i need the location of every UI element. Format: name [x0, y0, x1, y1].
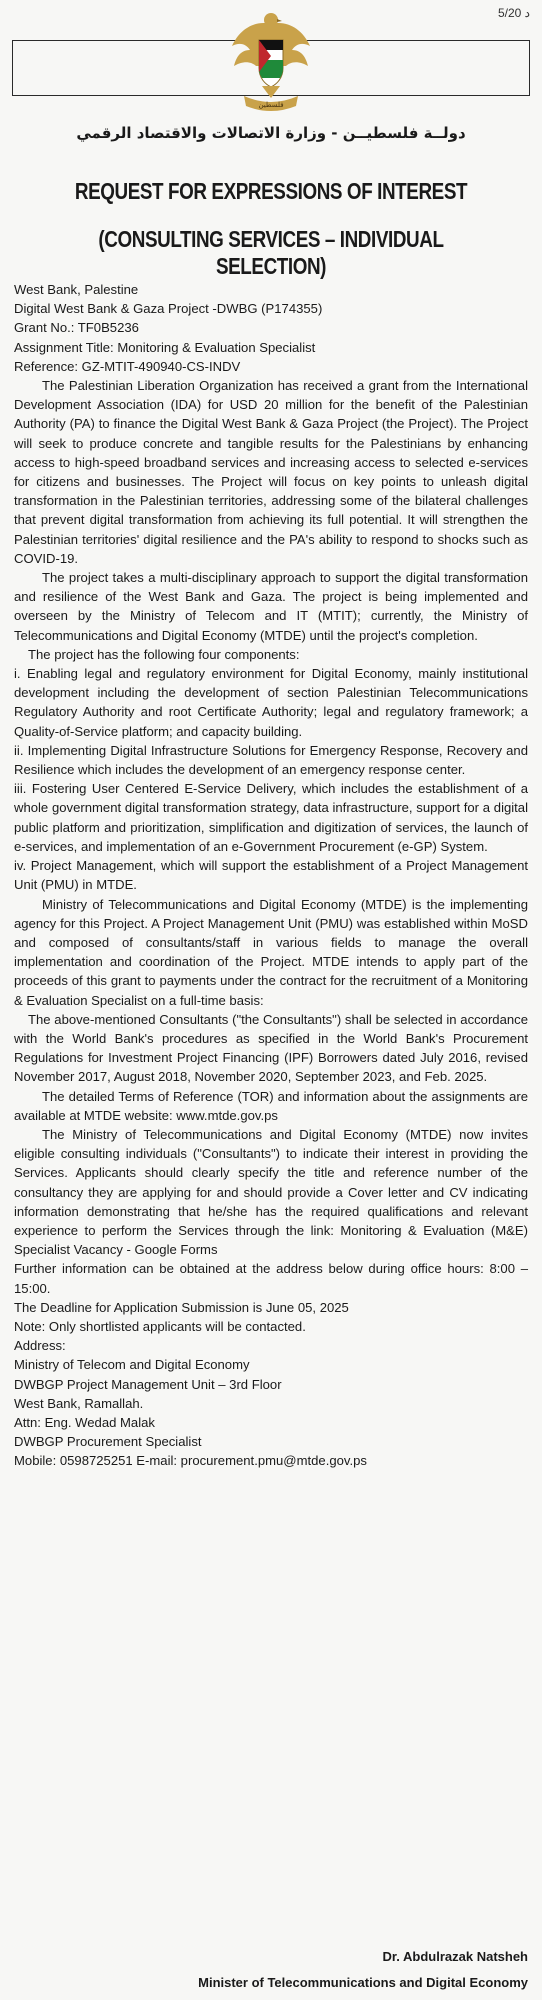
notice-title: REQUEST FOR EXPRESSIONS OF INTEREST: [74, 178, 468, 204]
intro-paragraph: The Palestinian Liberation Organization has received a grant from the International Development Association (IDA) for USD 20 million for the benefit of the Palestinian Authority (PA) to finance the Digital West Bank & Gaza Project (the Project). The Project will seek to produce concrete and tangible results for the Palestinians by enhancing access to high-speed broadband services and increasing access to selected e-services for citizens and businesses. The Project will focus on key points to unleash digital transformation in the Palestinian territories, addressing some of the bilateral challenges that prevent digital transformation from achieving its full potential. It will strengthen the Palestinian territories' digital resilience and the PA's ability to respond to shocks such as COVID-19.: [14, 378, 528, 566]
address-line-1: Ministry of Telecom and Digital Economy: [14, 1357, 250, 1373]
notice-body: [14, 280, 528, 1471]
address-line-2: DWBGP Project Management Unit – 3rd Floor: [14, 1376, 282, 1392]
address-label: Address:: [14, 1338, 66, 1354]
note-line: Note: Only shortlisted applicants will be contacted.: [14, 1318, 306, 1334]
project-line: Digital West Bank & Gaza Project -DWBG (P174355): [14, 301, 323, 317]
tor-paragraph: The detailed Terms of Reference (TOR) and information about the assignments are available at MTDE website: www.mtde.gov.ps: [14, 1088, 528, 1123]
signatory-name: Dr. Abdulrazak Natsheh: [382, 1949, 528, 1964]
component-2: ii. Implementing Digital Infrastructure Solutions for Emergency Response, Recovery and Resilience which includes the development of an emergency response center.: [14, 742, 528, 778]
office-hours-paragraph: Further information can be obtained at the address below during office hours: 8:00 – 15:00.: [14, 1261, 528, 1296]
page-reference: 5/20 د: [497, 6, 530, 20]
address-line-3: West Bank, Ramallah.: [14, 1395, 144, 1411]
deadline-line: The Deadline for Application Submission is June 05, 2025: [14, 1299, 349, 1315]
assignment-line: Assignment Title: Monitoring & Evaluation Specialist: [14, 339, 316, 355]
implementing-agency-paragraph: Ministry of Telecommunications and Digital Economy (MTDE) is the implementing agency for this Project. A Project Management Unit (PMU) was established within MoSD and composed of consultants/staff in various fields to manage the overall implementation and coordination of the Project. MTDE intends to apply part of the proceeds of this grant to payments under the contract for the recruitment of a Monitoring & Evaluation Specialist on a full-time basis:: [14, 896, 528, 1008]
component-4: iv. Project Management, which will support the establishment of a Project Management Unit (PMU) in MTDE.: [14, 858, 528, 893]
approach-paragraph: The project takes a multi-disciplinary approach to support the digital transformation and resilience of the West Bank and Gaza. The project is being implemented and overseen by the Ministry of Telecom and IT (MTIT); currently, the Ministry of Telecommunications and Digital Economy (MTDE) until the project's completion.: [14, 570, 528, 643]
address-line-5: DWBGP Procurement Specialist: [14, 1434, 202, 1450]
ministry-name-arabic: دولــة فلسطيــن - وزارة الاتصالات والاقتصاد الرقمي: [76, 124, 466, 142]
grant-line: Grant No.: TF0B5236: [14, 320, 139, 336]
emblem-banner-text: فلسطين: [258, 101, 284, 109]
invitation-paragraph: The Ministry of Telecommunications and Digital Economy (MTDE) now invites eligible consulting individuals ("Consultants") to indicate their interest in providing the Services. Applicants should clearly specify the title and reference number of the consultancy they are applying for and should provide a Cover letter and CV indicating information demonstrating that he/she has the required qualifications and relevant experience to perform the Services through the link: Monitoring & Evaluation (M&E) Specialist Vacancy - Google Forms: [14, 1126, 528, 1258]
reference-line: Reference: GZ-MTIT-490940-CS-INDV: [14, 358, 241, 374]
signature-block: [198, 1944, 528, 1996]
component-3: iii. Fostering User Centered E-Service Delivery, which includes the establishment of a whole government digital transformation strategy, data infrastructure, support for a digital public platform and prioritization, simplification and digitization of services, the launch of e-services, and implementation of an e-Government Procurement (e-GP) System.: [14, 781, 528, 854]
components-intro: The project has the following four components:: [28, 646, 300, 662]
notice-subtitle: (CONSULTING SERVICES – INDIVIDUAL SELECTION): [98, 226, 444, 279]
signatory-role: Minister of Telecommunications and Digital Economy: [198, 1975, 528, 1990]
component-1: i. Enabling legal and regulatory environment for Digital Economy, mainly institutional development including the development of section Palestinian Telecommunications Regulatory Authority and root Certificate Authority; legal and regulatory framework; a Quality-of-Service platform; and capacity building.: [14, 666, 528, 739]
location-line: West Bank, Palestine: [14, 282, 139, 297]
contact-line: Mobile: 0598725251 E-mail: procurement.pmu@mtde.gov.ps: [14, 1453, 367, 1469]
palestine-eagle-emblem-icon: [226, 6, 316, 114]
address-line-4: Attn: Eng. Wedad Malak: [14, 1414, 155, 1430]
selection-paragraph: The above-mentioned Consultants ("the Consultants") shall be selected in accordance with the World Bank's procedures as specified in the World Bank's Procurement Regulations for Investment Project Financing (IPF) Borrowers dated July 2016, revised November 2017, August 2018, November 2020, September 2023, and Feb. 2025.: [14, 1011, 528, 1085]
